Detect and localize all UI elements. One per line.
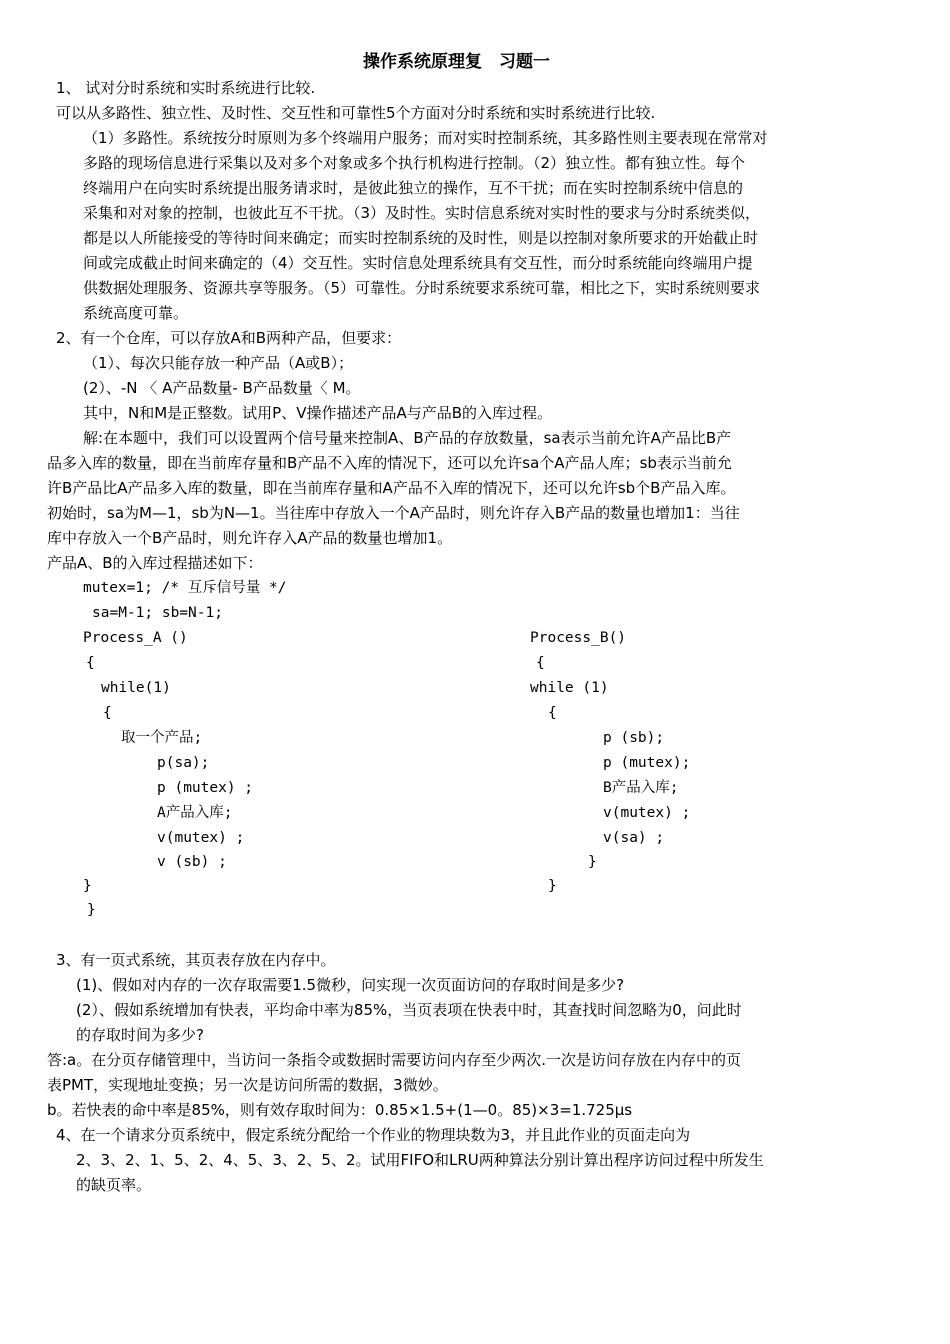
code-brace: } — [87, 902, 96, 918]
q2-task: 其中，N和M是正整数。试用P、V操作描述产品A与产品B的入库过程。 — [83, 404, 553, 422]
code-brace: { — [103, 705, 112, 721]
q3-answer-b: b。若快表的命中率是85%，则有效存取时间为：0.85×1.5+(1—0。85)×3=1.725μs — [47, 1101, 633, 1119]
code-statement: v(mutex) ; — [603, 805, 691, 821]
q4-question: 4、在一个请求分页系统中，假定系统分配给一个作业的物理块数为3，并且此作业的页面走向为 — [56, 1126, 691, 1144]
q2-question: 2、有一个仓库，可以存放A和B两种产品，但要求： — [56, 329, 402, 347]
code-statement: v(mutex) ; — [157, 830, 245, 846]
q2-condition-2: (2）、-N 〈 A产品数量- B产品数量〈 M。 — [83, 379, 361, 397]
q1-answer-line: 都是以人所能接受的等待时间来确定；而实时控制系统的及时性，则是以控制对象所要求的开始截止时 — [83, 229, 759, 247]
q4-question-cont: 的缺页率。 — [76, 1176, 152, 1194]
code-statement: v(sa) ; — [603, 830, 665, 846]
q3-answer-a-cont: 表PMT，实现地址变换；另一次是访问所需的数据，3微妙。 — [47, 1076, 448, 1094]
code-brace: { — [548, 705, 557, 721]
code-statement: p (mutex); — [603, 755, 691, 771]
code-statement: p(sa); — [157, 755, 210, 771]
q2-solution-line: 库中存放入一个B产品时，则允许存入A产品的数量也增加1。 — [47, 529, 453, 547]
code-statement: B产品入库; — [603, 780, 679, 796]
code-init-mutex: mutex=1; /* 互斥信号量 */ — [83, 580, 287, 596]
q1-answer-line: 多路的现场信息进行采集以及对多个对象或多个执行机构进行控制。（2）独立性。都有独立性。每个 — [83, 154, 746, 172]
q1-answer-line: 终端用户在向实时系统提出服务请求时，是彼此独立的操作，互不干扰；而在实时控制系统中信息的 — [83, 179, 744, 197]
q1-answer-line: （1）多路性。系统按分时原则为多个终端用户服务；而对实时控制系统，其多路性则主要表现在常常对 — [83, 129, 768, 147]
page-title: 操作系统原理复 习题一 — [363, 52, 550, 72]
q1-answer-line: 系统高度可靠。 — [83, 304, 189, 322]
code-process-a-header: Process_A () — [83, 630, 188, 646]
q2-solution-line: 许B产品比A产品多入库的数量，即在当前库存量和A产品不入库的情况下，还可以允许sb个B产品入库。 — [47, 479, 736, 497]
q2-description: 产品A、B的入库过程描述如下： — [47, 554, 263, 572]
code-brace: { — [536, 655, 545, 671]
q3-sub-2-cont: 的存取时间为多少? — [76, 1026, 204, 1044]
q3-question: 3、有一页式系统，其页表存放在内存中。 — [56, 951, 336, 969]
q1-answer-line: 采集和对对象的控制，也彼此互不干扰。（3）及时性。实时信息系统对实时性的要求与分时系统类似， — [83, 204, 761, 222]
code-init-semaphores: sa=M-1; sb=N-1; — [92, 605, 223, 621]
code-brace: } — [548, 878, 557, 894]
code-statement: 取一个产品; — [121, 730, 203, 746]
q1-question: 1、 试对分时系统和实时系统进行比较. — [56, 79, 316, 97]
q2-solution-line: 品多入库的数量，即在当前库存量和B产品不入库的情况下，还可以允许sa个A产品人库；sb表示当前允 — [47, 454, 732, 472]
code-process-b-header: Process_B() — [530, 630, 627, 646]
q2-solution-line: 初始时，sa为M—1，sb为N—1。当往库中存放入一个A产品时，则允许存入B产品的数量也增加1：当往 — [47, 504, 740, 522]
code-while: while(1) — [101, 680, 171, 696]
code-statement: A产品入库; — [157, 805, 233, 821]
code-brace: } — [83, 878, 92, 894]
code-statement: p (sb); — [603, 730, 665, 746]
q3-sub-1: (1)、假如对内存的一次存取需要1.5微秒，问实现一次页面访问的存取时间是多少? — [76, 976, 625, 994]
q1-intro: 可以从多路性、独立性、及时性、交互性和可靠性5个方面对分时系统和实时系统进行比较. — [56, 104, 656, 122]
q3-answer-a: 答:a。在分页存储管理中，当访问一条指令或数据时需要访问内存至少两次.一次是访问存放在内存中的页 — [47, 1051, 742, 1069]
code-statement: p (mutex) ; — [157, 780, 254, 796]
q2-solution-line: 解:在本题中，我们可以设置两个信号量来控制A、B产品的存放数量，sa表示当前允许A产品比B产 — [83, 429, 732, 447]
code-brace: } — [588, 854, 597, 870]
code-statement: v (sb) ; — [157, 854, 227, 870]
q3-sub-2: (2）、假如系统增加有快表，平均命中率为85%，当页表项在快表中时，其查找时间忽略为0，问此时 — [76, 1001, 742, 1019]
q1-answer-line: 供数据处理服务、资源共享等服务。（5）可靠性。分时系统要求系统可靠，相比之下，实时系统则要求 — [83, 279, 761, 297]
code-brace: { — [86, 655, 95, 671]
q2-condition-1: （1）、每次只能存放一种产品（A或B）； — [83, 354, 354, 372]
q4-question-cont: 2、3、2、1、5、2、4、5、3、2、5、2。试用FIFO和LRU两种算法分别计算出程序访问过程中所发生 — [76, 1151, 764, 1169]
code-while: while (1) — [530, 680, 609, 696]
q1-answer-line: 间或完成截止时间来确定的（4）交互性。实时信息处理系统具有交互性，而分时系统能向终端用户提 — [83, 254, 753, 272]
